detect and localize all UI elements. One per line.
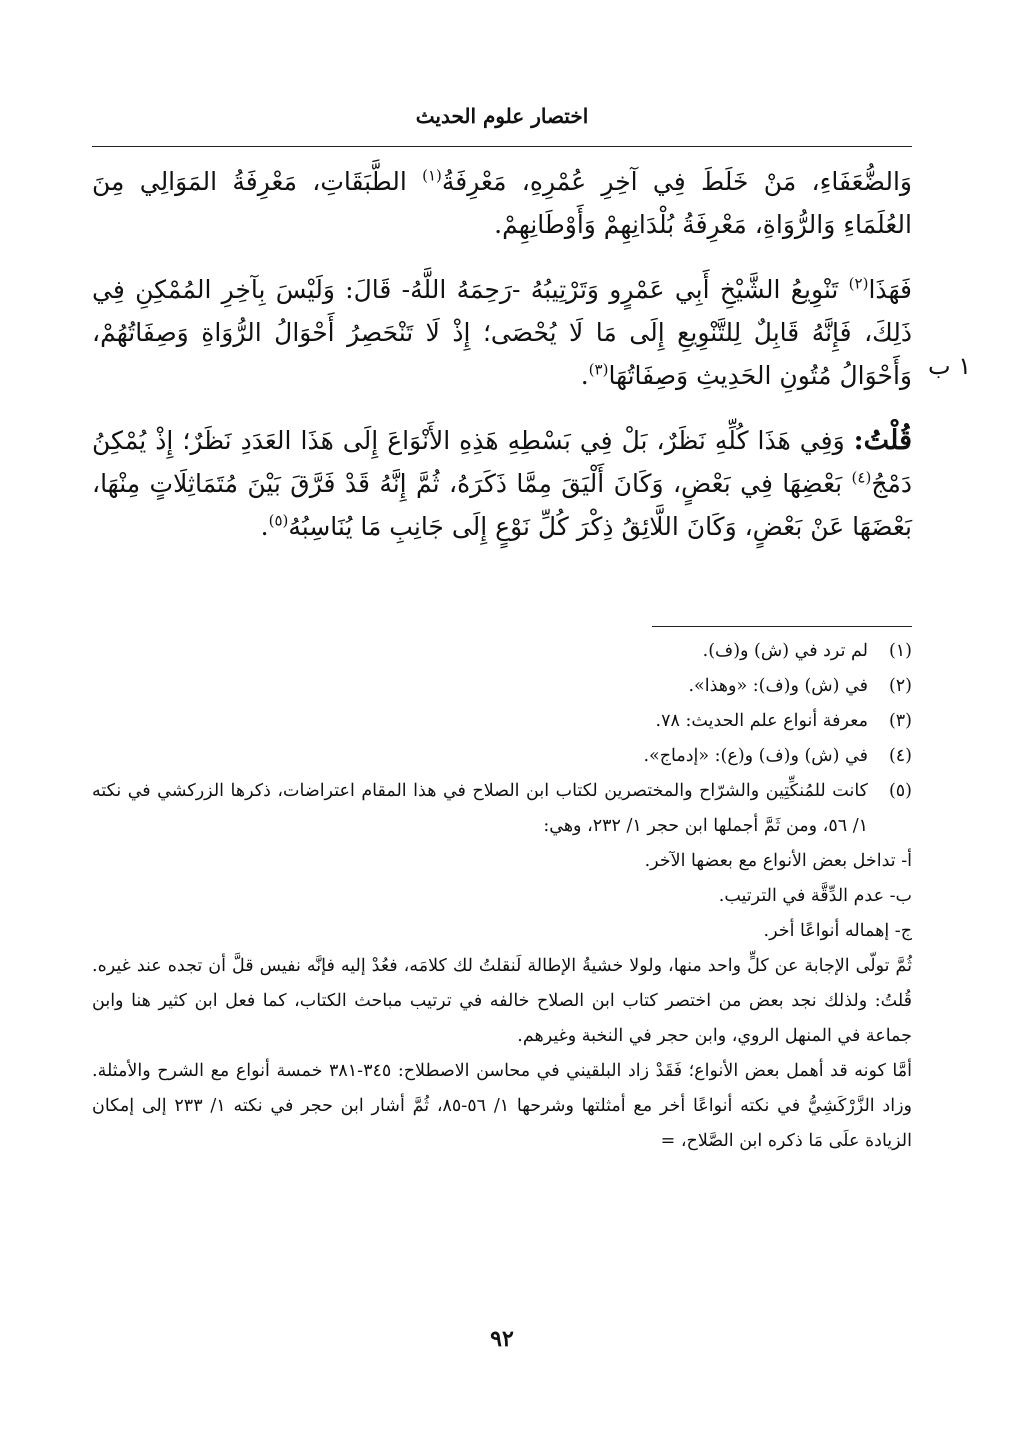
paragraph-2-text-b: تَنْوِيعُ الشَّيْخِ أَبِي عَمْرٍو وَتَرْتِيبُهُ -رَحِمَهُ اللَّهُ- قَالَ: وَلَيْسَ بِآخِرِ المُمْكِنِ فِي ذَلِكَ، فَإِنَّهُ قَابِلٌ لِلتَّنْوِيعِ إِلَى مَا لَا يُحْصَى؛ إِذْ لَا تَنْحَصِرُ أَحْوَالُ الرُّوَاةِ وَصِفَاتُهُمْ، وَأَحْوَالُ مُتُونِ الحَدِيثِ وَصِفَاتُهَا — [92, 275, 912, 390]
main-text — [92, 160, 912, 566]
footnote-ref-2[interactable]: (٢) — [848, 274, 869, 293]
running-header: اختصار علوم الحديث — [415, 104, 589, 128]
footnote-5-item-c: ج- إهماله أنواعًا أخر. — [763, 921, 912, 941]
footnote-ref-1[interactable]: (١) — [422, 166, 442, 185]
footnote-number: (٣) — [888, 711, 912, 731]
paragraph-1-text-b: الطَّبَقَاتِ، مَعْرِفَةُ المَوَالِي مِنَ العُلَمَاءِ وَالرُّوَاةِ، مَعْرِفَةُ بُلْدَانِهِمْ وَأَوْطَانِهِمْ. — [92, 167, 912, 239]
footnote-4 — [92, 739, 912, 774]
footnote-5-item-b: ب- عدم الدِّقَّة في الترتيب. — [718, 886, 912, 906]
footnote-ref-4[interactable]: (٤) — [851, 468, 872, 487]
paragraph-2-text-c: . — [580, 361, 589, 390]
footnote-1 — [92, 634, 912, 669]
manuscript-folio-note: ١ ب — [928, 352, 972, 380]
page-number: ٩٢ — [490, 1326, 514, 1352]
footnote-number: (٢) — [888, 676, 912, 696]
footnote-number: (٤) — [888, 746, 912, 766]
footnote-5-item-a: أ- تداخل بعض الأنواع مع بعضها الآخر. — [644, 851, 912, 871]
paragraph-1-text-a: وَالضُّعَفَاءِ، مَنْ خَلَطَ فِي آخِرِ عُمْرِهِ، مَعْرِفَةُ — [441, 167, 912, 196]
footnote-text: لم ترد في (ش) و(ف). — [702, 641, 868, 661]
paragraph-3-text-c: . — [260, 512, 269, 541]
paragraph-2-text-a: فَهَذَا — [868, 275, 912, 304]
footnotes — [92, 634, 912, 1159]
qultu-lead: قُلْتُ: — [853, 425, 912, 456]
footnote-text: معرفة أنواع علم الحديث: ٧٨. — [655, 711, 868, 731]
footnote-5-body — [92, 774, 868, 844]
footnote-text: في (ش) و(ف): «وهذا». — [688, 676, 868, 696]
footnote-ref-5[interactable]: (٥) — [268, 511, 289, 530]
footnote-5-paragraph-1: ثُمَّ تولّى الإجابة عن كلٍّ واحد منها، ولولا خشيةُ الإطالة لَنقلتُ لك كلامَه، فعُدْ إليه فإنَّه نفيس قلَّ أن تجده عند غيره. قُلتُ: ولذلك نجد بعض من اختصر كتاب ابن الصلاح خالفه في ترتيب مباحث الكتاب، كما فعل ابن كثير هنا وابن جماعة في المنهل الروي، وابن حجر في النخبة وغيرهم. — [92, 956, 912, 1046]
footnote-number: (٥) — [888, 781, 912, 801]
footnote-ref-3[interactable]: (٣) — [588, 360, 609, 379]
footnote-text: في (ش) و(ف) و(ع): «إدماج». — [643, 746, 868, 766]
footnote-5-paragraph-2: أمَّا كونه قد أهمل بعض الأنواع؛ فَقَدْ زاد البلقيني في محاسن الاصطلاح: ٣٤٥-٣٨١ خمسة أنواع مع الشرح والأمثلة. وزاد الزَّرْكَشِيُّ في نكته أنواعًا أخر مع أمثلتها وشرحها ١/ ٥٦-٨٥، ثُمَّ أشار ابن حجر في نكته ١/ ٢٣٣ إلى إمكان الزيادة علَى مَا ذكره ابن الصَّلاح، = — [92, 1061, 912, 1151]
footnote-text: كانت للمُنكِّتِين والشرّاح والمختصرين لكتاب ابن الصلاح في هذا المقام اعتراضات، ذكرها الزركشي في نكته ١/ ٥٦، ومن ثَمَّ أجملها ابن حجر ١/ ٢٣٢، وهي: — [92, 781, 868, 836]
paragraph-3-text-b: بَعْضِهَا فِي بَعْضٍ، وَكَانَ أَلْيَقَ مِمَّا ذَكَرَهُ، ثُمَّ إِنَّهُ قَدْ فَرَّقَ بَيْنَ مُتَمَاثِلَاتٍ مِنْهَا، بَعْضَهَا عَنْ بَعْضٍ، وَكَانَ اللَّائِقُ ذِكْرَ كُلِّ نَوْعٍ إِلَى جَانِبِ مَا يُنَاسِبُهُ — [92, 469, 912, 541]
paragraph-3-text-a: وَفِي هَذَا كُلِّهِ نَظَرٌ، بَلْ فِي بَسْطِهِ هَذِهِ الأَنْوَاعَ إِلَى هَذَا العَدَدِ نَظَرٌ؛ إِذْ يُمْكِنُ دَمْجُ — [92, 426, 912, 498]
footnote-5 — [92, 774, 912, 844]
paragraph-1 — [92, 160, 912, 246]
footnote-2 — [92, 669, 912, 704]
footnote-number: (١) — [888, 641, 912, 661]
header-rule — [92, 146, 912, 147]
footnote-3 — [92, 704, 912, 739]
paragraph-2 — [92, 268, 912, 397]
paragraph-3 — [92, 419, 912, 548]
footnote-separator — [652, 626, 912, 627]
